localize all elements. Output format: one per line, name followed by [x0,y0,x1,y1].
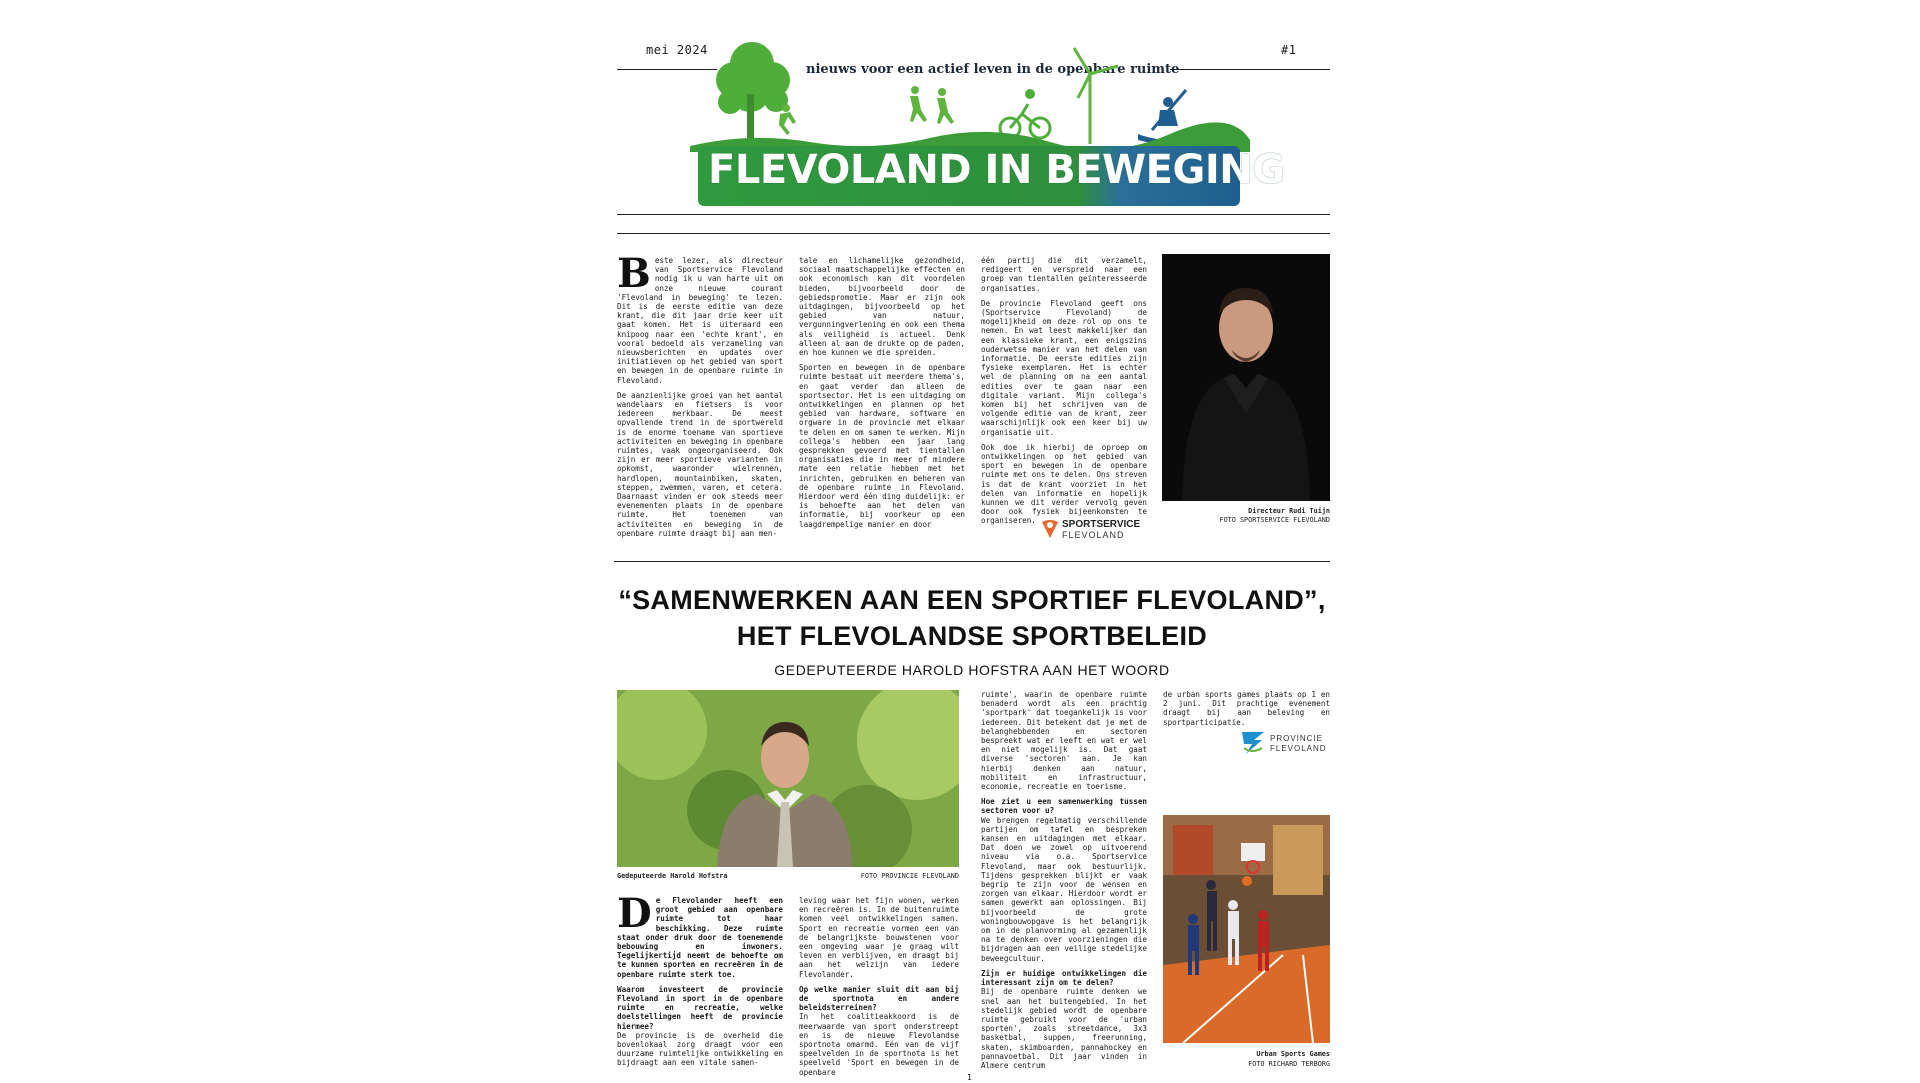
article-headline-line2: HET FLEVOLANDSE SPORTBELEID [736,621,1208,651]
intro-col1-p1: este lezer, als directeur van Sportservice Flevoland nodig ik u van harte uit om onze nieuwe courant 'Flevoland in beweging' te lezen. Dit is de eerste editie van deze krant, die dit jaar drie keer uit gaat komen. Het is uiteraard een knipoog naar een 'echte krant', en vooral bedoeld als verzameling van nieuwsberichten en updates over initiatieven op het gebied van sport en bewegen in de openbare ruimte in Flevoland. [617,256,783,385]
tree-icon [716,42,790,142]
cyclist-icon [1000,104,1050,138]
issue-number: #1 [1281,43,1297,57]
wind-turbine-icon [1074,48,1118,144]
intro-col1-p2: De aanzienlijke groei van het aantal wandelaars en fietsers is voor iedereen merkbaar. De meest opvallende trend in de sportwereld is de enorme toename van sportieve activiteiten en beweging in openbare ruimtes, vaak ongeorganiseerd. Ook zijn er meer sportieve varianten in opkomst, waaronder wielrennen, hardlopen, mountainbiken, skaten, steppen, zwemmen, varen, et cetera. Daarnaast vinden er ook steeds meer evenementen plaats in de openbare ruimte. Het toenemen van activiteiten en beweging in de openbare ruimte draagt bij aan men- [617,390,783,538]
article-answer-2: In het coalitieakkoord is de meerwaarde van sport onderstreept en is de nieuwe Flevolandse sportnota omarmd. Eén van de vijf speelvelden in de sportnota is het speelveld 'Sport en bewegen in de openbare [799,1012,959,1077]
masthead-title: FLEVOLAND IN BEWEGING [708,147,1285,193]
director-photo [1162,254,1330,501]
hofstra-photo-credit: FOTO PROVINCIE FLEVOLAND [860,872,959,880]
article-col4-p1: de urban sports games plaats op 1 en 2 juni. Dit prachtige evenement draagt bij aan beleving en sportparticipatie. [1163,690,1330,727]
intro-column-1 [617,250,783,544]
masthead-rule-bottom-1 [617,214,1330,215]
urban-sports-photo [1163,815,1330,1043]
article-subhead: GEDEPUTEERDE HAROLD HOFSTRA AAN HET WOORD [774,662,1170,678]
sportservice-logo-main: SPORTSERVICE [1062,519,1141,530]
issue-date: mei 2024 [646,43,708,57]
provincie-logo-main: PROVINCIE [1270,734,1324,743]
masthead-rule-bottom-2 [617,233,1330,234]
article-question-1: Waarom investeert de provincie Flevoland in sport in de openbare ruimte en recreatie, welke doelstellingen heeft de provincie hiermee? [617,984,783,1031]
intro-column-3 [981,256,1147,532]
article-col3-p1: ruimte', waarin de openbare ruimte benaderd wordt als een prachtig 'sportpark' dat toegankelijk is voor iedereen. Dit betekent dat je met de belanghebbenden en sectoren bespreekt wat er leeft en wat er wel en niet mogelijk is. Dat gaat diverse 'sectoren' aan. Je kan hierbij denken aan natuur, mobiliteit en infrastructuur, economie, recreatie en toerisme. [981,690,1147,792]
hofstra-photo-caption: Gedeputeerde Harold Hofstra [617,872,728,880]
masthead-tagline: nieuws voor een actief leven in de openbare ruimte [806,62,1180,77]
article-headline-line1: “SAMENWERKEN AAN EEN SPORTIEF FLEVOLAND”, [618,585,1326,615]
article-column-1 [617,890,783,1074]
article-answer-1: De provincie is de overheid die bovenlokaal zorg draagt voor een duurzame ruimtelijke ontwikkeling en bijdraagt aan een vitale samen- [617,1030,783,1068]
runners-icon [779,86,954,135]
article-answer-3: We brengen regelmatig verschillende partijen om tafel en bespreken kansen en uitdagingen met elkaar. Dat doen we zowel op uitvoerend niveau via o.a. Sportservice Flevoland, maar ook bestuurlijk. Tijdens gesprekken blijkt er vaak begrip te zijn voor de wensen en zorgen van elkaar. Hierdoor wordt er samen gewerkt aan oplossingen. Bij bijvoorbeeld de grote woningbouwopgave is het belangrijk om in de planvorming al gezamenlijk na te denken over voorzieningen die bijdragen aan een veilige stedelijke beweegcultuur. [981,815,1147,963]
intro-col2-p1: tale en lichamelijke gezondheid, sociaal maatschappelijke effecten en ook economisch kan dit voordelen bieden, bijvoorbeeld door de gebiedspromotie. Maar er zijn ook uitdagingen, bijvoorbeeld op het gebied van natuur, vergunningverlening en ook een thema als veiligheid is actueel. Denk alleen al aan de drukte op de paden, en hoe kunnen we die spreiden. [799,256,965,358]
article-question-2: Op welke manier sluit dit aan bij de sportnota en andere beleidsterreinen? [799,984,959,1013]
hofstra-photo [617,690,959,867]
section-divider [614,561,1330,562]
article-question-4: Zijn er huidige ontwikkelingen die interessant zijn om te delen? [981,968,1147,988]
article-question-3: Hoe ziet u een samenwerking tussen sectoren voor u? [981,797,1147,816]
intro-col2-p2: Sporten en bewegen in de openbare ruimte bestaat uit meerdere thema's, en gaat verder dan alleen de sportsector. Het is een uitdaging om ontwikkelingen en plannen op het gebied van hardware, software en orgware in de provincie met elkaar te delen en om samen te werken. Mijn collega's hebben een jaar lang gesprekken gevoerd met tientallen organisaties die in meer of mindere mate een relatie hebben met het inrichten, gebruiken en beheren van de openbare ruimte in Flevoland. Hierdoor werd één ding duidelijk: er is behoefte aan het delen van informatie, bij voorkeur op een laagdrempelige manier en door [799,363,965,529]
urban-sports-caption: Urban Sports Games [1256,1050,1330,1058]
intro-col3-p1: één partij die dit verzamelt, redigeert en verspreid naar een groep van tientallen geïnteresseerde organisaties. [981,256,1147,293]
director-photo-credit: FOTO SPORTSERVICE FLEVOLAND [1219,516,1330,524]
article-column-4 [1163,690,1330,733]
intro-col3-p2: De provincie Flevoland geeft ons (Sportservice Flevoland) de mogelijkheid om deze rol op ons te nemen. En wat leest makkelijker dan een klassieke krant, een enigszins ouderwetse manier van het delen van informatie. De eerste edities zijn fysieke exemplaren. Het is echter wel de planning om na een aantal edities over te gaan naar een digitale variant. Mijn collega's komen bij het schrijven van de volgende editie van de krant, zeer waarschijnlijk ook een keer bij uw organisatie uit. [981,298,1147,437]
sportservice-logo-icon [1040,518,1060,540]
article-column-3 [981,690,1147,1076]
article-headline [614,582,1330,654]
article-answer-4: Bij de openbare ruimte denken we snel aan het buitengebied. In het stedelijk gebied wordt de openbare ruimte gebruikt voor de 'urban sporten', zoals streetdance, 3x3 basketbal, suppen, freerunning, skaten, skimboarden, pannahockey en pannavoetbal. Dit jaar vinden in Almere centrum [981,987,1147,1070]
urban-sports-credit: FOTO RICHARD TERBORG [1248,1060,1330,1068]
sportservice-logo-sub: FLEVOLAND [1062,530,1125,540]
provincie-logo-icon [1240,728,1266,756]
article-dropcap: D [617,890,652,937]
intro-col3-p3: Ook doe ik hierbij de oproep om ontwikkelingen op het gebied van sport en bewegen in de openbare ruimte met ons te delen. Ons streven is dat de krant voorziet in het delen van informatie en hopelijk kunnen we dit verder vervolg geven door ook fysiek bijeenkomsten te organiseren. [981,442,1147,526]
intro-column-2 [799,256,965,535]
director-photo-caption: Directeur Rudi Tuijn [1248,507,1330,515]
provincie-logo-sub: FLEVOLAND [1270,744,1327,753]
article-lead: e Flevolander heeft een groot gebied aan openbare ruimte tot haar beschikking. Deze ruimte staat onder druk door de toenemende bebouwing en inwoners. Tegelijkertijd neemt de behoefte om te kunnen sporten en recreëren in de openbare ruimte sterk toe. [617,896,783,979]
intro-dropcap: B [617,250,651,297]
article-column-2 [799,896,959,1083]
page-number: 1 [967,1073,972,1082]
article-col2-p1: leving waar het fijn wonen, werken en recreëren is. In de buitenruimte komen veel ontwikkelingen samen. Sport en recreatie vormen een van de belangrijkste bouwstenen voor een omgeving waar je graag wilt leven en verblijven, en draagt bij aan het welzijn van iedere Flevolander. [799,896,960,979]
